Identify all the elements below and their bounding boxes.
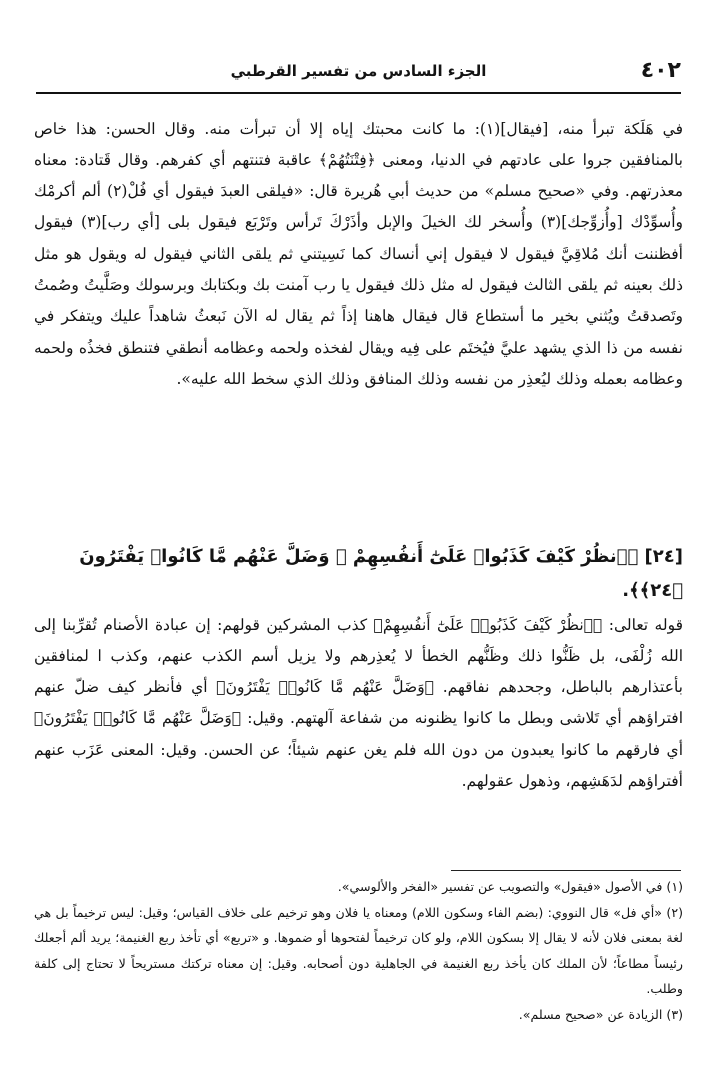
verse-heading: [٢٤] ﴿ٱنظُرْ كَيْفَ كَذَبُوا۟ عَلَىٰٓ أَنفُسِهِمْ ۚ وَضَلَّ عَنْهُم مَّا كَانُوا۟ يَفْتَرُونَ ﴿٢٤﴾﴾. xyxy=(79,546,683,601)
footnotes xyxy=(34,874,683,1027)
footnote-2: (٢) «أي فل» قال النووي: (بضم الفاء وسكون اللام) ومعناه يا فلان وهو ترخيم على خلاف القياس؛ وقيل: ليس ترخيماً بل هي لغة بمعنى فلان لأنه لا يقال إلا بسكون اللام، ولو كان ترخيماً لفتحوها أو ضموها. و «تربع» أي تأخذ ربع الغنيمة؛ يريد ألم أجعلك رئيساً مطاعاً؛ لأن الملك كان يأخذ ربع الغنيمة في الجاهلية دون أصحابه. وقيل: إن معناه تركتك مستريحاً لا تحتاج إلى كلفة وطلب. xyxy=(34,904,683,996)
commentary-paragraph-2: قوله تعالى: ﴿ٱنظُرْ كَيْفَ كَذَبُوا۟ عَلَىٰٓ أَنفُسِهِمْ﴾ كذب المشركين قولهم: إن عبادة الأصنام تُقرِّبنا إلى الله زُلْفَى، بل ظَنُّوا ذلك وظَنُّهم الخطأ لا يُعذِرهم ولا يزيل أسم الكذب عنهم، وكذب ا لمنافقين بأعتذارهم بالباطل، وجحدهم نفاقهم. ﴿وَضَلَّ عَنْهُم مَّا كَانُوا۟ يَفْتَرُونَ﴾ أي فأنظر كيف ضلّ عنهم افتراؤهم أي تَلاشى وبطل ما كانوا يظنونه من شفاعة آلهتهم. وقيل: ﴿وَضَلَّ عَنْهُم مَّا كَانُوا۟ يَفْتَرُونَ﴾ أي فارقهم ما كانوا يعبدون من دون الله فلم يغن عنهم شيئاً؛ عن الحسن. وقيل: المعنى عَزَب عنهم أفتراؤهم لدَهَشِهم، وذهول عقولهم. xyxy=(34,615,683,790)
footnote-divider xyxy=(451,870,681,871)
footnote-1: (١) في الأصول «فيقول» والتصويب عن تفسير «الفخر والألوسي». xyxy=(337,879,683,894)
page-header xyxy=(36,56,681,90)
footnote-3: (٣) الزيادة عن «صحيح مسلم». xyxy=(518,1006,683,1022)
page-number: ٤٠٢ xyxy=(640,58,681,83)
commentary-paragraph-1: في هَلَكة تبرأ منه، [فيقال](١): ما كانت محبتك إياه إلا أن تبرأت منه. وقال الحسن: هذا خاص بالمنافقين جروا على عادتهم في الدنيا، ومعنى ﴿فِتْنَتُهُمْ﴾ عاقبة فتنتهم أي كفرهم. وقال قَتادة: معناه معذرتهم. وفي «صحيح مسلم» من حديث أبي هُريرة قال: «فيلقى العبدَ فيقول أي فُلْ(٢) ألم أكرمْك وأُسوِّدْك [وأُزوِّجك](٣) وأُسخر لك الخيلَ والإبل وأذَرْكَ تَرأس وتَرْبَع فيقول بلى [أي رب](٣) فيقول أفظننت أنك مُلاقِيَّ فيقول لا فيقول إني أنساك كما نَسِيتني ثم يلقى الثاني فيقول له ويقول هو مثل ذلك بعينه ثم يلقى الثالث فيقول له مثل ذلك فيقول يا رب آمنت بك وبكتابك وبرسولك وصَلَّيتُ وصُمتُ وتَصدقتُ ويُثني بخير ما أستطاع قال فيقال هاهنا إذاً ثم يقال له الآن نَبعثُ شاهداً عليك ويتفكر في نفسه من ذا الذي يشهد عليَّ فيُختَم على فِيه ويقال لفخذه ولحمه وعظامه أنطقي فتنطق فخذُه ولحمه وعظامه بعمله وذلك ليُعذِر من نفسه وذلك المنافق وذلك الذي سخط الله عليه». xyxy=(34,119,683,388)
header-divider xyxy=(36,92,681,94)
running-title: الجزء السادس من تفسير القرطبي xyxy=(230,62,487,80)
